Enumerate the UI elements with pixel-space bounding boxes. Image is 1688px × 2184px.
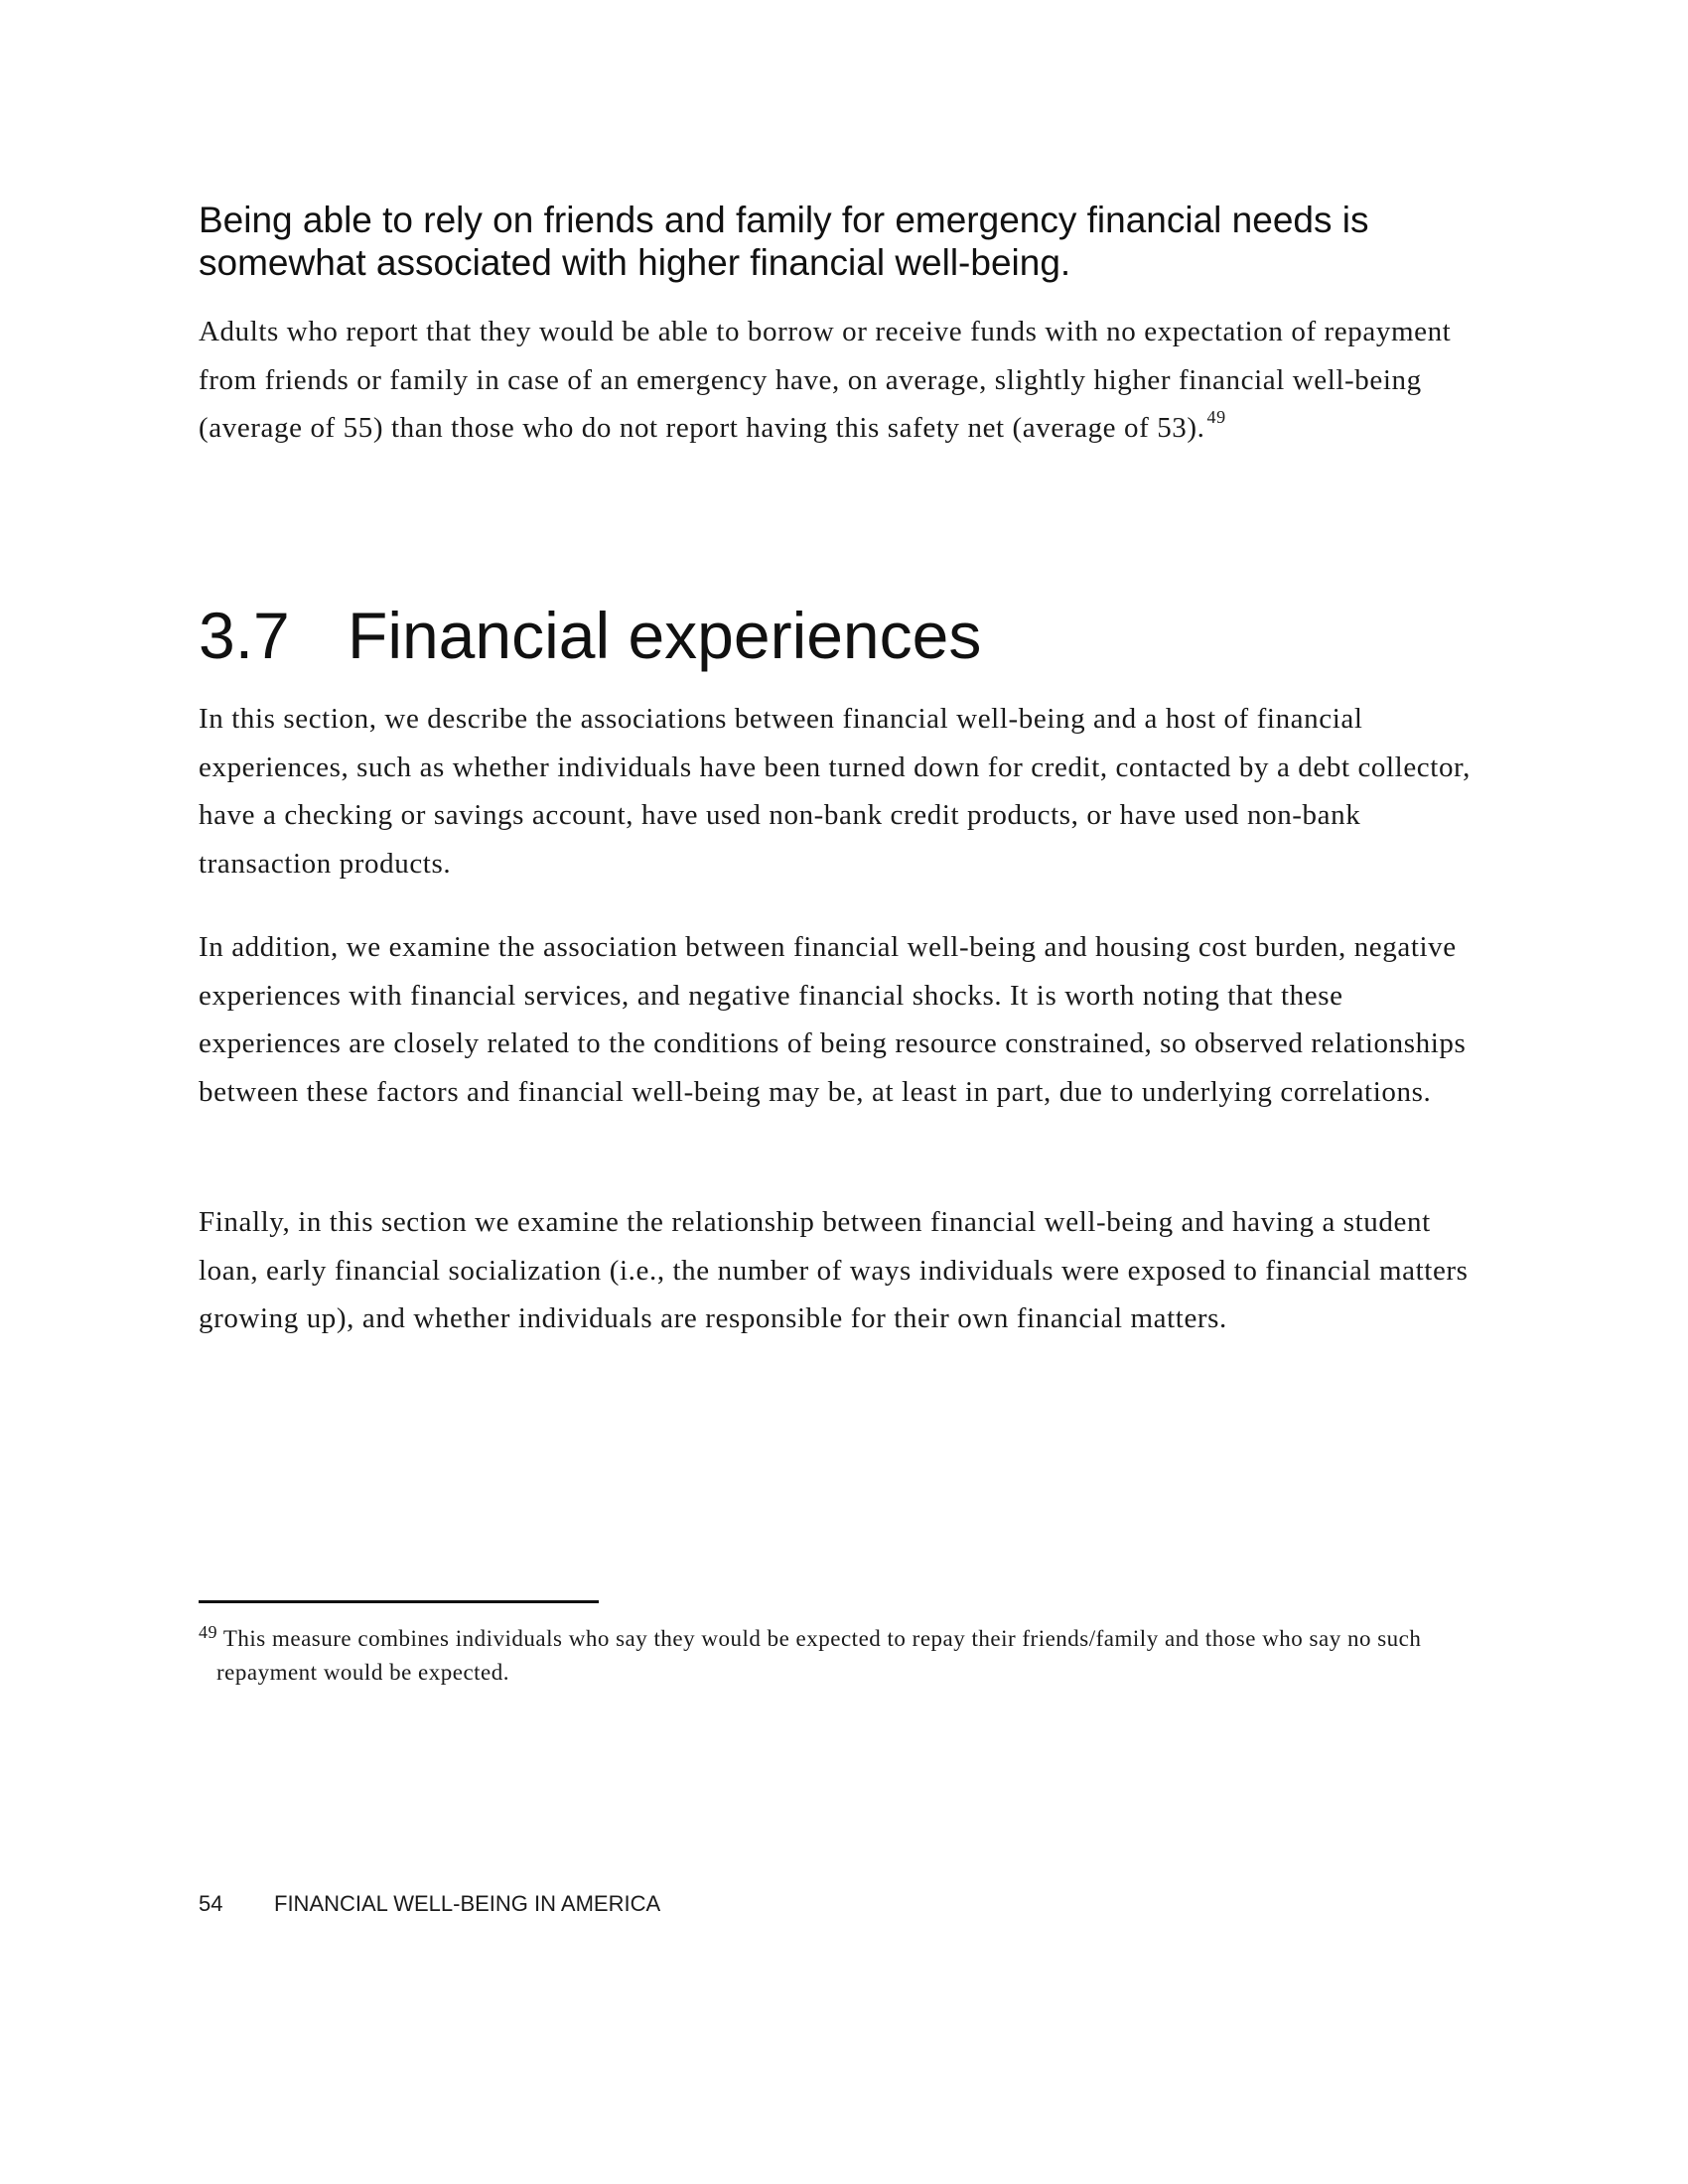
paragraph-safety-net-text: Adults who report that they would be able to borrow or receive funds with no expectation of repayment from friends or family in case of an emergency have, on average, slightly higher financial well-being (average of 55) than those who do not report having this safety net (average of 53). xyxy=(199,316,1452,444)
section-title: Financial experiences xyxy=(348,599,982,672)
footnote xyxy=(199,1622,1489,1690)
section-heading xyxy=(199,596,981,675)
paragraph-section-intro: In this section, we describe the associations between financial well-being and a host of financial experiences, such as whether individuals have been turned down for credit, contacted by a debt collector, have a checking or savings account, have used non-bank credit products, or have used non-bank transaction products. xyxy=(199,703,1471,880)
footnote-reference[interactable]: 49 xyxy=(1206,407,1226,427)
paragraph-student-loan: Finally, in this section we examine the relationship between financial well-being and having a student loan, early financial socialization (i.e., the number of ways individuals were exposed to financial matters growing up), and whether individuals are responsible for their own financial matters. xyxy=(199,1206,1469,1334)
paragraph-housing-cost: In addition, we examine the association between financial well-being and housing cost burden, negative experiences with financial services, and negative financial shocks. It is worth noting that these experiences are closely related to the conditions of being resource constrained, so observed relationships between these factors and financial well-being may be, at least in part, due to underlying correlations. xyxy=(199,931,1467,1108)
section-number: 3.7 xyxy=(199,599,290,672)
subheading: Being able to rely on friends and family for emergency financial needs is somewhat associated with higher financial well-being. xyxy=(199,200,1369,283)
footnote-divider xyxy=(199,1600,599,1603)
page-number: 54 xyxy=(199,1891,223,1916)
running-title: FINANCIAL WELL-BEING IN AMERICA xyxy=(274,1891,661,1916)
footnote-text: This measure combines individuals who say they would be expected to repay their friends/family and those who say no such repayment would be expected. xyxy=(216,1626,1422,1685)
page-footer xyxy=(199,1890,660,1918)
footnote-number: 49 xyxy=(199,1622,217,1642)
paragraph-safety-net xyxy=(199,308,1489,453)
